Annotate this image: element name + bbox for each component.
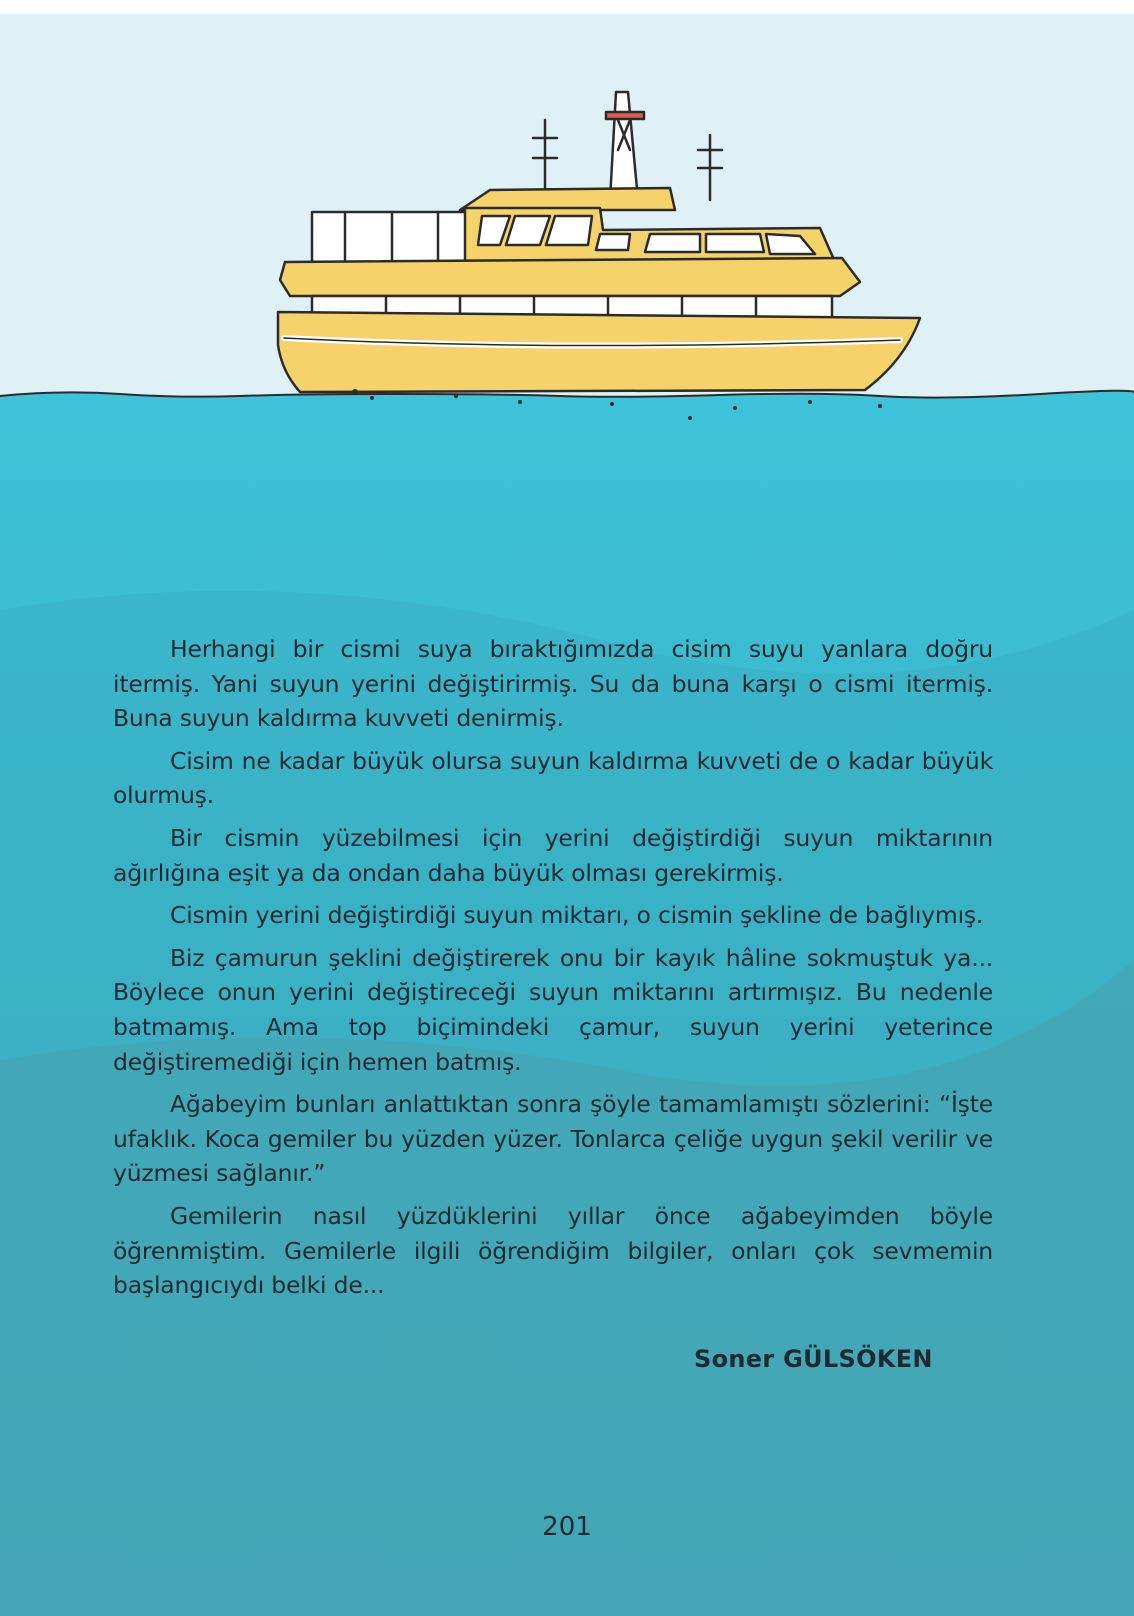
paragraph-2: Cisim ne kadar büyük olursa suyun kaldırma kuvveti de o kadar büyük olurmuş.	[113, 746, 993, 810]
paragraph-5: Biz çamurun şeklini değiştirerek onu bir kayık hâline sokmuştuk ya... Böylece onun yerini değiştireceği suyun miktarını artırmışız. Bu nedenle batmamış. Ama top biçimindeki çamur, suyun yerini yeterince değiştiremediği için hemen batmış.	[113, 943, 993, 1076]
paragraph-6: Ağabeyim bunları anlattıktan sonra şöyle tamamlamıştı sözlerini: “İşte ufaklık. Koca gemiler bu yüzden yüzer. Tonlarca çeliğe uygun şekil verilir ve yüzmesi sağlanır.”	[113, 1090, 993, 1188]
paragraph-7: Gemilerin nasıl yüzdüklerini yıllar önce ağabeyimden böyle öğrenmiştim. Gemilerle ilgili öğrendiğim bilgiler, onları çok sevmemin başlangıcıydı belki de...	[113, 1201, 993, 1300]
boat-icon	[0, 0, 1134, 460]
paragraph-1: Herhangi bir cismi suya bıraktığımızda cisim suyu yanlara doğru itermiş. Yani suyun yerini değiştirirmiş. Su da buna karşı o cismi itermiş. Buna suyun kaldırma kuvveti denirmiş.	[113, 635, 993, 733]
author-name: Soner GÜLSÖKEN	[694, 1345, 933, 1373]
page-number: 201	[542, 1512, 592, 1542]
paragraph-4: Cismin yerini değiştirdiği suyun miktarı, o cismin şekline de bağlıymış.	[170, 901, 984, 930]
story-text	[113, 632, 993, 1311]
paragraph-3: Bir cismin yüzebilmesi için yerini değiştirdiği suyun miktarının ağırlığına eşit ya da ondan daha büyük olması gerekirmiş.	[113, 823, 993, 887]
